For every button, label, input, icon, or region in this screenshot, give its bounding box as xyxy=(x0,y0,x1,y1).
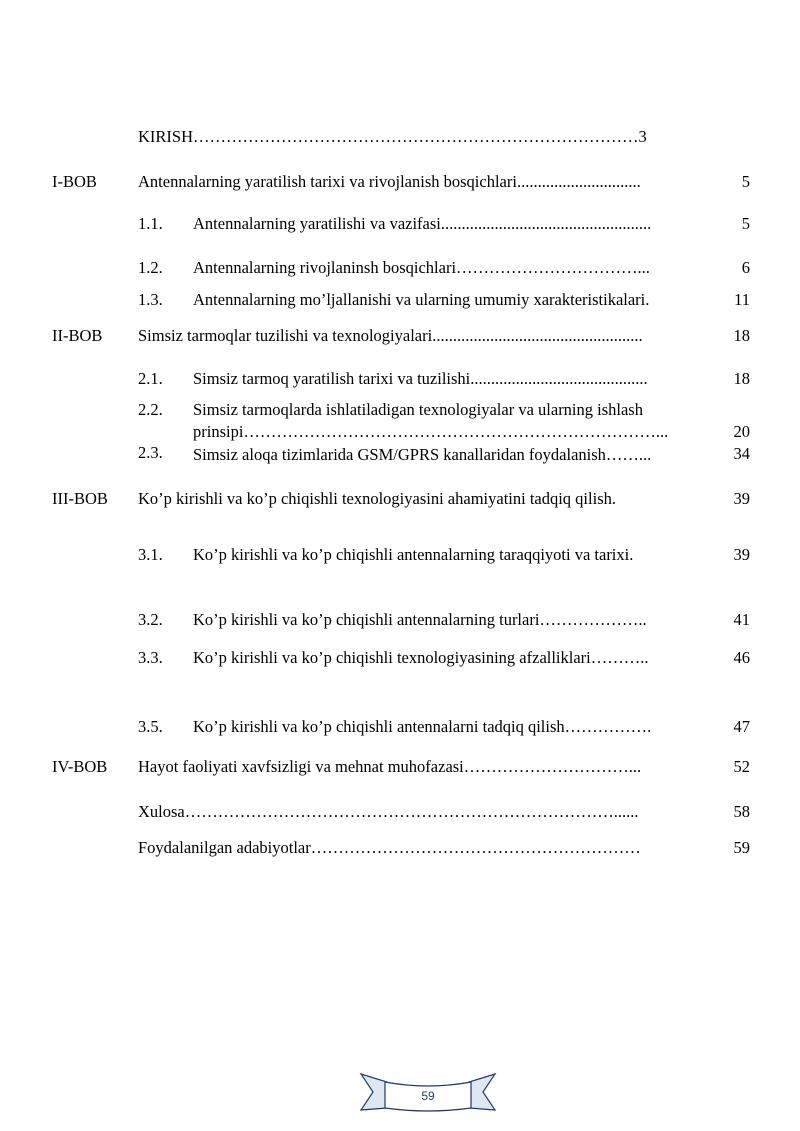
section-number: 2.3. xyxy=(138,443,163,462)
page-number: 46 xyxy=(733,648,750,667)
section-number: 1.1. xyxy=(138,214,163,233)
section-number: 2.2. xyxy=(138,400,163,419)
footer-page-number: 59 xyxy=(421,1089,435,1103)
page-number: 18 xyxy=(733,326,750,345)
section-title: Simsiz tarmoq yaratilish tarixi va tuzilishi........................................... xyxy=(193,369,648,388)
page-number: 34 xyxy=(733,444,750,463)
chapter-title: Hayot faoliyati xavfsizligi va mehnat muhofazasi…………………………... xyxy=(138,757,642,776)
page-number: 39 xyxy=(733,489,750,508)
section-number: 1.3. xyxy=(138,290,163,309)
section-number: 3.1. xyxy=(138,545,163,564)
page-number: 59 xyxy=(733,838,750,857)
chapter-title: Antennalarning yaratilish tarixi va rivojlanish bosqichlari.............................. xyxy=(138,172,641,191)
page-number: 18 xyxy=(733,369,750,388)
chapter-label: IV-BOB xyxy=(52,757,108,776)
section-title: Simsiz tarmoqlarda ishlatiladigan texnologiyalar va ularning ishlash xyxy=(193,400,643,419)
page-number: 58 xyxy=(733,802,750,821)
section-title: Ko’p kirishli va ko’p chiqishli texnologiyasining afzalliklari……….. xyxy=(193,648,649,667)
page-number: 5 xyxy=(741,214,750,233)
chapter-title: Simsiz tarmoqlar tuzilishi va texnologiyalari................................................... xyxy=(138,326,643,345)
chapter-label: III-BOB xyxy=(52,489,108,508)
section-number: 3.2. xyxy=(138,610,163,629)
section-number: 1.2. xyxy=(138,258,163,277)
section-title: Ko’p kirishli va ko’p chiqishli antennalarning taraqqiyoti va tarixi. xyxy=(193,545,634,564)
page-number: 52 xyxy=(733,757,750,776)
page-number: 47 xyxy=(733,717,750,736)
page-number: 41 xyxy=(733,610,750,629)
page-number: 6 xyxy=(741,258,750,277)
section-number: 3.5. xyxy=(138,717,163,736)
section-title: Simsiz aloqa tizimlarida GSM/GPRS kanallaridan foydalanish……... xyxy=(193,445,652,464)
section-number: 3.3. xyxy=(138,648,163,667)
section-title-continued: prinsipi…………………………………………………………………... xyxy=(193,422,669,441)
section-title: Ko’p kirishli va ko’p chiqishli antennalarning turlari……………….. xyxy=(193,610,647,629)
toc-adabiyotlar: Foydalanilgan adabiyotlar…………………………………………………… xyxy=(138,838,641,857)
section-title: Ko’p kirishli va ko’p chiqishli antennalarni tadqiq qilish……………. xyxy=(193,717,652,736)
page-number: 20 xyxy=(733,422,750,441)
toc-kirish: KIRISH………………………………………………………………………3 xyxy=(138,127,647,146)
page-number: 11 xyxy=(734,290,750,309)
section-title: Antennalarning yaratilishi va vazifasi................................................... xyxy=(193,214,652,233)
chapter-label: II-BOB xyxy=(52,326,103,345)
chapter-label: I-BOB xyxy=(52,172,97,191)
page-number: 5 xyxy=(741,172,750,191)
toc-xulosa: Xulosa……………………………………………………………………...... xyxy=(138,802,639,821)
page-footer xyxy=(359,1070,497,1114)
chapter-title: Ko’p kirishli va ko’p chiqishli texnologiyasini ahamiyatini tadqiq qilish. xyxy=(138,489,616,508)
section-title: Antennalarning rivojlaninsh bosqichlari……………………………... xyxy=(193,258,650,277)
section-title: Antennalarning mo’ljallanishi va ularning umumiy xarakteristikalari. xyxy=(193,290,650,309)
section-number: 2.1. xyxy=(138,369,163,388)
page-number: 39 xyxy=(733,545,750,564)
